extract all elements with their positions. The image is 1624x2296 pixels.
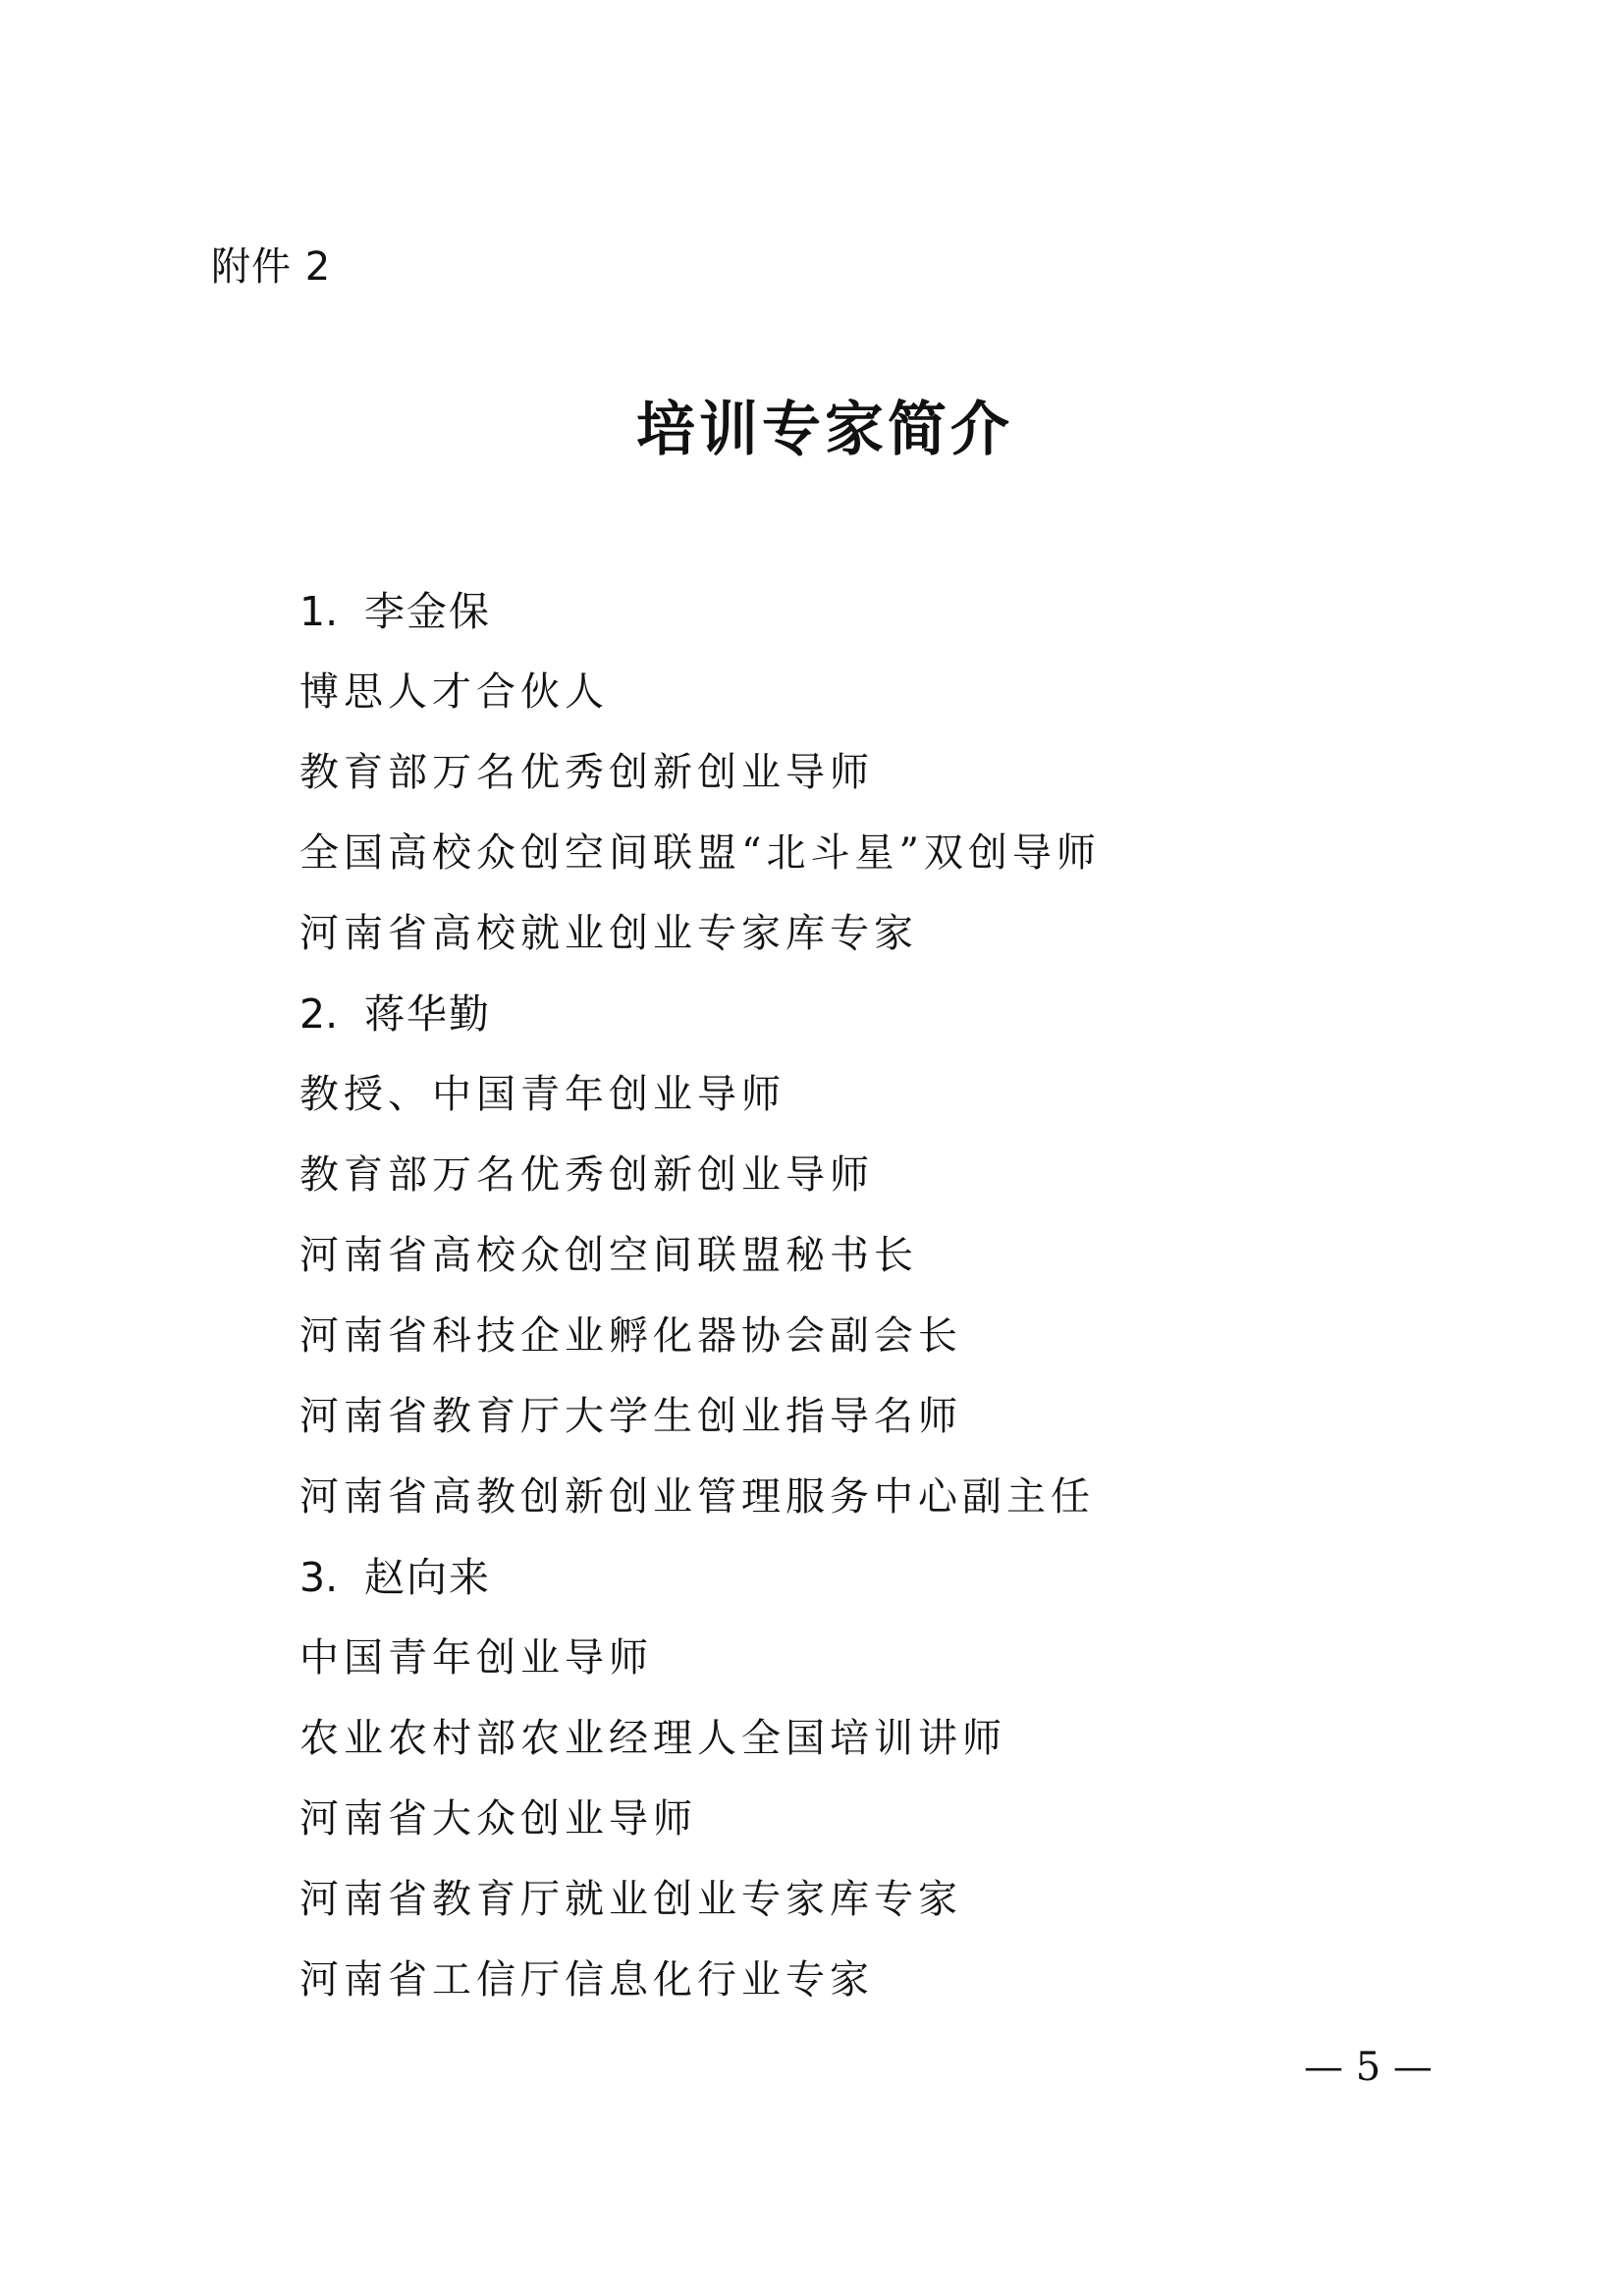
expert-title: 教授、中国青年创业导师 (299, 1072, 785, 1117)
expert-title: 河南省大众创业导师 (299, 1796, 697, 1842)
expert-name: 赵向来 (364, 1554, 491, 1601)
expert-number: 1. (299, 588, 339, 635)
expert-title: 教育部万名优秀创新创业导师 (299, 1152, 874, 1198)
expert-name: 蒋华勤 (364, 990, 491, 1038)
expert-heading (299, 974, 1458, 1054)
expert-title: 博思人才合伙人 (299, 669, 609, 715)
expert-title: 全国高校众创空间联盟“北斗星”双创导师 (299, 830, 1101, 876)
attachment-label: 附件 2 (211, 244, 332, 290)
expert-title: 河南省高教创新创业管理服务中心副主任 (299, 1474, 1095, 1520)
expert-title: 农业农村部农业经理人全国培训讲师 (299, 1716, 1006, 1761)
expert-title: 河南省高校众创空间联盟秘书长 (299, 1233, 918, 1278)
expert-heading (299, 1537, 1458, 1618)
expert-title: 河南省教育厅大学生创业指导名师 (299, 1394, 962, 1439)
page-title: 培训专家简介 (636, 396, 1013, 464)
expert-entry (299, 974, 1458, 1537)
page-number: — 5 — (1304, 2045, 1433, 2090)
expert-entry (299, 571, 1458, 974)
expert-title: 河南省科技企业孵化器协会副会长 (299, 1313, 962, 1359)
expert-number: 3. (299, 1554, 339, 1601)
expert-heading (299, 571, 1458, 652)
expert-title: 教育部万名优秀创新创业导师 (299, 750, 874, 795)
expert-title: 河南省高校就业创业专家库专家 (299, 911, 918, 956)
expert-number: 2. (299, 990, 339, 1038)
expert-list (299, 571, 1458, 2020)
expert-name: 李金保 (364, 588, 491, 635)
expert-title: 河南省工信厅信息化行业专家 (299, 1957, 874, 2002)
expert-title: 中国青年创业导师 (299, 1635, 653, 1681)
expert-entry (299, 1537, 1458, 2020)
expert-title: 河南省教育厅就业创业专家库专家 (299, 1877, 962, 1922)
